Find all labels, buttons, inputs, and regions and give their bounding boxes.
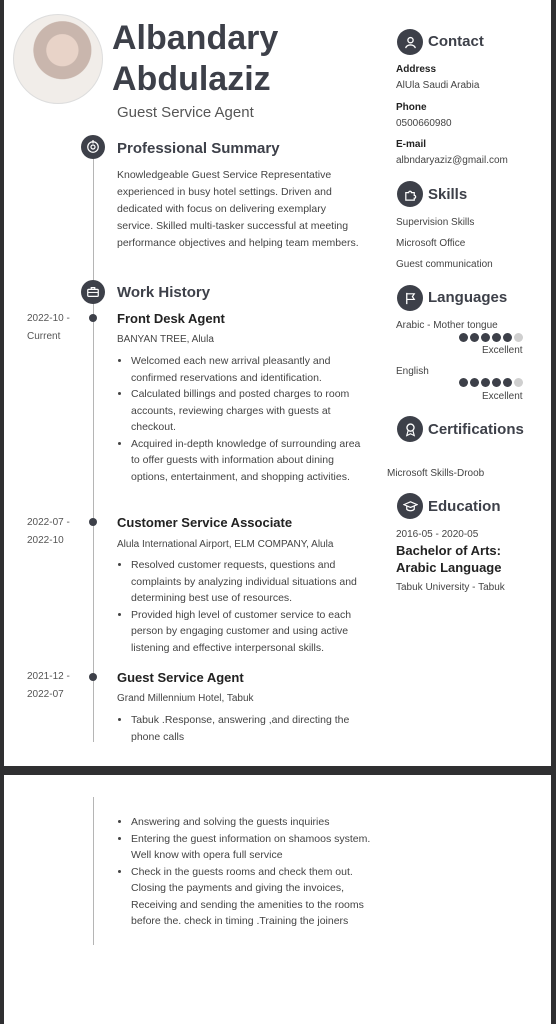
language-name: Arabic - Mother tongue: [396, 320, 498, 331]
last-name: Abdulaziz: [112, 60, 271, 98]
timeline-dot: [89, 314, 97, 322]
person-icon: [397, 29, 423, 55]
certifications-heading: Certifications: [428, 421, 524, 438]
job-1-company: BANYAN TREE, Alula: [117, 334, 214, 345]
award-icon: [397, 416, 423, 442]
full-name: [112, 18, 382, 100]
language-rating: [459, 378, 523, 387]
flag-icon: [397, 285, 423, 311]
job-title: Guest Service Agent: [117, 104, 254, 121]
skill-item: Supervision Skills: [396, 217, 475, 228]
list-item: • Calculated billings and posted charges to room accounts, reviewing charges with guests at checkout.: [131, 386, 371, 436]
list-item: • Acquired in-depth knowledge of surrounding area to offer guests with information about dining options, entertainment, and shopping activities.: [131, 436, 371, 486]
language-level: Excellent: [482, 391, 523, 402]
profile-photo: [13, 14, 103, 104]
list-item: • Resolved customer requests, questions and complaints by analyzing individual situations and determining best use of resources.: [131, 557, 381, 607]
skills-heading: Skills: [428, 186, 468, 203]
timeline-line: [93, 148, 94, 742]
language-name: English: [396, 366, 429, 377]
phone-label: Phone: [396, 102, 427, 113]
resume-page-2: [4, 775, 551, 1024]
summary-text: Knowledgeable Guest Service Representative experienced in busy hotel settings. Driven and dedicated with focus on delivering exemplary service. Skilled multi-tasker successful at meeting performance objectives and helping team members.: [117, 169, 359, 249]
job-3-company: Grand Millennium Hotel, Tabuk: [117, 693, 254, 704]
list-item: • Welcomed each new arrival pleasantly and confirmed reservations and identification.: [131, 353, 371, 386]
timeline-line: [93, 797, 94, 945]
language-level: Excellent: [482, 345, 523, 356]
certification-item: Microsoft Skills-Droob: [387, 468, 485, 479]
job-2-company: Alula International Airport, ELM COMPANY, Alula: [117, 539, 334, 550]
language-rating: [459, 333, 523, 342]
graduation-cap-icon: [397, 493, 423, 519]
list-item: • Check in the guests rooms and check them out. Closing the payments and giving the invoices, Receiving and sending the amenities to the rooms before the. check in timing .Training the joiners: [131, 864, 371, 930]
languages-heading: Languages: [428, 289, 508, 306]
job-3-bullets: [117, 712, 371, 745]
list-item: • Provided high level of customer service to each person by engaging customer and using active listening and effective interpersonal skills.: [131, 607, 381, 657]
phone-value: 0500660980: [396, 118, 452, 129]
list-item: • Entering the guest information on shamoos system. Well know with opera full service: [131, 831, 371, 864]
education-heading: Education: [428, 498, 501, 515]
timeline-dot: [89, 673, 97, 681]
job-1-date-start: 2022-10 -: [27, 313, 70, 324]
job-3-dates: [27, 668, 70, 704]
skill-item: Microsoft Office: [396, 238, 466, 249]
first-name: Albandary: [112, 19, 279, 57]
job-1-dates: [27, 310, 70, 346]
job-3-date-start: 2021-12 -: [27, 671, 70, 682]
job-3-bullets-continued: [117, 814, 371, 930]
list-item: • Answering and solving the guests inquiries: [131, 814, 371, 831]
job-2-title: Customer Service Associate: [117, 515, 293, 530]
skill-item: Guest communication: [396, 259, 493, 270]
summary-heading: Professional Summary: [117, 140, 280, 157]
job-3-date-end: 2022-07: [27, 689, 64, 700]
work-heading: Work History: [117, 284, 211, 301]
job-2-date-start: 2022-07 -: [27, 517, 70, 528]
job-1-date-end: Current: [27, 331, 61, 342]
resume-page-1: [4, 0, 551, 766]
address-value: AlUla Saudi Arabia: [396, 80, 480, 91]
job-3-title: Guest Service Agent: [117, 670, 244, 685]
job-2-date-end: 2022-10: [27, 535, 64, 546]
target-icon: [81, 135, 105, 159]
email-label: E-mail: [396, 139, 427, 150]
list-item: • Tabuk .Response, answering ,and directing the phone calls: [131, 712, 371, 745]
address-label: Address: [396, 64, 437, 75]
puzzle-icon: [397, 181, 423, 207]
job-2-dates: [27, 514, 70, 550]
education-school: Tabuk University - Tabuk: [396, 582, 505, 593]
contact-heading: Contact: [428, 33, 484, 50]
education-dates: 2016-05 - 2020-05: [396, 529, 479, 540]
job-2-bullets: [117, 557, 381, 656]
timeline-dot: [89, 518, 97, 526]
briefcase-icon: [81, 280, 105, 304]
job-1-bullets: [117, 353, 371, 485]
education-degree: Bachelor of Arts: Arabic Language: [396, 543, 502, 575]
email-value: albndaryaziz@gmail.com: [396, 155, 508, 166]
job-1-title: Front Desk Agent: [117, 311, 225, 326]
